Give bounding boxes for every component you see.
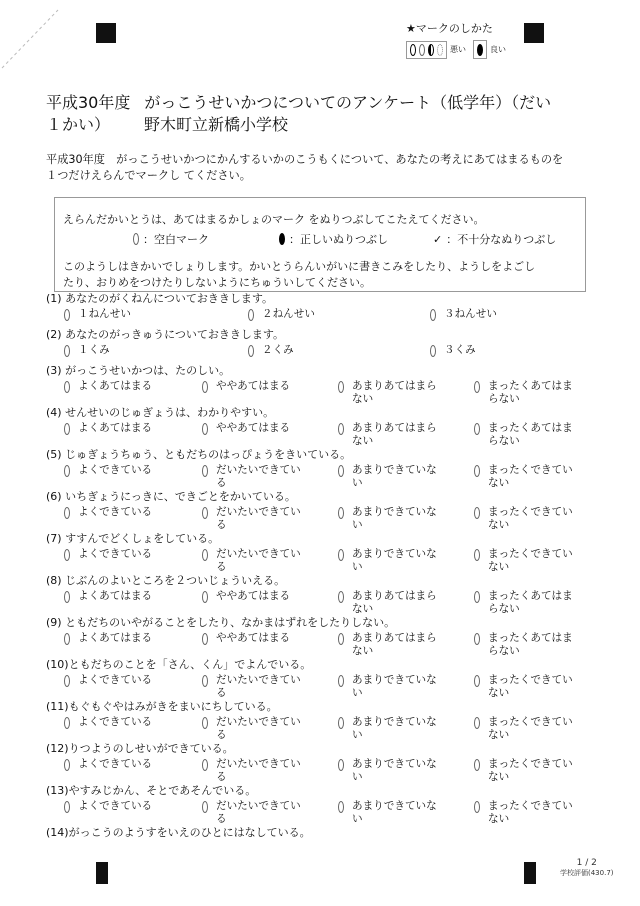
answer-option-label: ややあてはまる <box>216 380 291 392</box>
answer-option-label: あまりできていな い <box>352 674 437 699</box>
incomplete-mark-sample <box>433 231 556 247</box>
answer-oval-icon[interactable] <box>64 381 70 393</box>
title-text: がっこうせいかつについてのアンケート（低学年）（だい <box>144 93 552 112</box>
answer-oval-icon[interactable] <box>338 465 344 477</box>
question-label: (10)ともだちのことを「さん、くん」でよんでいる。 <box>46 658 312 671</box>
instructions-intro <box>46 152 616 184</box>
answer-option-label: あまりできていな い <box>352 506 437 531</box>
answer-option-label: よくあてはまる <box>78 422 153 434</box>
question-label: (5) じゅぎょうちゅう、ともだちのはっぴょうをきいている。 <box>46 448 352 461</box>
answer-oval-icon[interactable] <box>64 759 70 771</box>
answer-option-label: ２ねんせい <box>262 308 315 320</box>
answer-oval-icon[interactable] <box>202 801 208 813</box>
answer-option-label: まったくできてい ない <box>488 674 573 699</box>
bad-mark-icon <box>428 44 434 56</box>
question-label: (9) ともだちのいやがることをしたり、なかまはずれをしたりしない。 <box>46 616 396 629</box>
answer-option-label: まったくできてい ない <box>488 464 573 489</box>
question-label: (6) いちぎょうにっきに、できごとをかいている。 <box>46 490 296 503</box>
answer-option-label: まったくあてはま らない <box>488 632 573 657</box>
answer-oval-icon[interactable] <box>202 381 208 393</box>
answer-option-label: まったくできてい ない <box>488 506 573 531</box>
registration-mark-top-left <box>96 23 116 43</box>
answer-option-label: よくできている <box>78 758 153 770</box>
answer-option-label: ややあてはまる <box>216 590 291 602</box>
answer-oval-icon[interactable] <box>338 633 344 645</box>
answer-oval-icon[interactable] <box>474 423 480 435</box>
answer-option-label: まったくできてい ない <box>488 716 573 741</box>
form-code: 学校評価(430.7) <box>560 869 614 877</box>
filled-oval-icon <box>279 233 285 245</box>
answer-oval-icon[interactable] <box>338 381 344 393</box>
question-label: (13)やすみじかん、そとであそんでいる。 <box>46 784 257 797</box>
question-label: (12)りつようのしせいができている。 <box>46 742 234 755</box>
answer-oval-icon[interactable] <box>64 801 70 813</box>
answer-oval-icon[interactable] <box>64 549 70 561</box>
answer-oval-icon[interactable] <box>338 507 344 519</box>
question-label: (3) がっこうせいかつは、たのしい。 <box>46 364 231 377</box>
answer-option-label: だいたいできてい る <box>216 674 301 699</box>
question-label: (14)がっこうのようすをいえのひとにはなしている。 <box>46 826 311 839</box>
answer-oval-icon[interactable] <box>474 381 480 393</box>
answer-option-label: よくできている <box>78 506 153 518</box>
answer-option-label: ３ねんせい <box>444 308 497 320</box>
answer-oval-icon[interactable] <box>338 549 344 561</box>
box-line-1: えらんだかいとうは、あてはまるかしょのマーク をぬりつぶしてこたえてください。 <box>63 213 485 226</box>
answer-oval-icon[interactable] <box>64 423 70 435</box>
answer-oval-icon[interactable] <box>64 507 70 519</box>
page-number: 1 / 2 <box>576 858 597 868</box>
answer-option-label: あまりあてはまら ない <box>352 590 437 615</box>
blank-oval-icon <box>133 233 139 245</box>
legend-bad-label: 悪い <box>450 45 466 54</box>
corner-staple-mark <box>0 0 60 70</box>
bad-mark-icon <box>419 44 425 56</box>
answer-oval-icon[interactable] <box>430 345 436 357</box>
answer-option-label: まったくあてはま らない <box>488 422 573 447</box>
answer-oval-icon[interactable] <box>64 717 70 729</box>
answer-oval-icon[interactable] <box>430 309 436 321</box>
answer-option-label: よくできている <box>78 548 153 560</box>
registration-mark-bottom-right <box>524 862 536 884</box>
intro-line-1: 平成30年度 がっこうせいかつにかんするいかのこうもくについて、あなたの考えにあてはまるものを <box>46 153 564 166</box>
title-year: 平成30年度 <box>46 93 131 112</box>
answer-option-label: あまりできていな い <box>352 758 437 783</box>
marking-legend <box>406 20 506 59</box>
box-line-3: このようしはきかいでしょりします。かいとうらんいがいに書きこみをしたり、ようしをよごし <box>63 260 536 273</box>
bad-mark-icon <box>410 44 416 56</box>
answer-option-label: まったくできてい ない <box>488 800 573 825</box>
question-label: (4) せんせいのじゅぎょうは、わかりやすい。 <box>46 406 275 419</box>
question-label: (1) あなたのがくねんについておききします。 <box>46 292 273 305</box>
answer-option-label: よくできている <box>78 800 153 812</box>
answer-option-label: １ねんせい <box>78 308 131 320</box>
answer-option-label: だいたいできてい る <box>216 716 301 741</box>
answer-option-label: まったくできてい ない <box>488 548 573 573</box>
page-footer <box>560 858 614 878</box>
legend-title: ★マークのしかた <box>406 22 493 35</box>
answer-oval-icon[interactable] <box>338 759 344 771</box>
question-label: (11)もぐもぐやはみがきをまいにちしている。 <box>46 700 278 713</box>
answer-oval-icon[interactable] <box>202 549 208 561</box>
answer-oval-icon[interactable] <box>248 345 254 357</box>
answer-oval-icon[interactable] <box>202 759 208 771</box>
answer-oval-icon[interactable] <box>248 309 254 321</box>
bad-mark-examples <box>406 41 447 59</box>
box-line-4: たり、おりめをつけたりしないようにちゅういしてください。 <box>63 276 371 289</box>
answer-oval-icon[interactable] <box>474 549 480 561</box>
good-mark-icon <box>477 44 483 56</box>
answer-option-label: だいたいできてい る <box>216 800 301 825</box>
answer-oval-icon[interactable] <box>64 309 70 321</box>
answer-oval-icon[interactable] <box>64 345 70 357</box>
answer-oval-icon[interactable] <box>202 423 208 435</box>
incomplete-mark-label: ：不十分なぬりつぶし <box>446 233 557 246</box>
answer-option-label: ２くみ <box>262 344 294 356</box>
answer-option-label: まったくあてはま らない <box>488 590 573 615</box>
answer-option-label: あまりできていな い <box>352 548 437 573</box>
title-round: １かい） <box>46 115 111 134</box>
answer-option-label: あまりあてはまら ない <box>352 380 437 405</box>
answer-option-label: だいたいできてい る <box>216 464 301 489</box>
answer-oval-icon[interactable] <box>202 465 208 477</box>
answer-option-label: あまりできていな い <box>352 716 437 741</box>
answer-oval-icon[interactable] <box>64 591 70 603</box>
page-title <box>46 92 606 136</box>
question-label: (7) すすんでどくしょをしている。 <box>46 532 220 545</box>
answer-option-label: ３くみ <box>444 344 476 356</box>
marking-instructions-box <box>54 197 586 292</box>
answer-oval-icon[interactable] <box>202 633 208 645</box>
answer-oval-icon[interactable] <box>202 507 208 519</box>
answer-option-label: あまりできていな い <box>352 800 437 825</box>
answer-oval-icon[interactable] <box>338 717 344 729</box>
correct-mark-sample <box>279 231 388 247</box>
answer-oval-icon[interactable] <box>474 675 480 687</box>
bad-mark-icon <box>437 44 443 56</box>
blank-mark-sample <box>133 231 209 247</box>
answer-oval-icon[interactable] <box>474 801 480 813</box>
correct-mark-label: ：正しいぬりつぶし <box>289 233 388 246</box>
answer-oval-icon[interactable] <box>338 423 344 435</box>
answer-oval-icon[interactable] <box>338 591 344 603</box>
answer-option-label: まったくできてい ない <box>488 758 573 783</box>
answer-option-label: あまりできていな い <box>352 464 437 489</box>
answer-oval-icon[interactable] <box>474 759 480 771</box>
intro-line-2: １つだけえらんでマークし てください。 <box>46 169 251 182</box>
answer-option-label: ややあてはまる <box>216 632 291 644</box>
answer-option-label: だいたいできてい る <box>216 548 301 573</box>
school-name: 野木町立新橋小学校 <box>144 115 289 134</box>
answer-option-label: １くみ <box>78 344 110 356</box>
answer-oval-icon[interactable] <box>338 675 344 687</box>
answer-option-label: ややあてはまる <box>216 422 291 434</box>
answer-option-label: だいたいできてい る <box>216 758 301 783</box>
answer-option-label: あまりあてはまら ない <box>352 422 437 447</box>
answer-oval-icon[interactable] <box>338 801 344 813</box>
answer-oval-icon[interactable] <box>474 591 480 603</box>
answer-option-label: よくできている <box>78 716 153 728</box>
answer-option-label: まったくあてはま らない <box>488 380 573 405</box>
answer-option-label: あまりあてはまら ない <box>352 632 437 657</box>
question-label: (2) あなたのがっきゅうについておききします。 <box>46 328 284 341</box>
registration-mark-bottom-left <box>96 862 108 884</box>
answer-oval-icon[interactable] <box>64 465 70 477</box>
answer-oval-icon[interactable] <box>202 675 208 687</box>
answer-option-label: よくできている <box>78 464 153 476</box>
question-label: (8) じぶんのよいところを２ついじょういえる。 <box>46 574 286 587</box>
answer-oval-icon[interactable] <box>474 717 480 729</box>
registration-mark-top-right <box>524 23 544 43</box>
blank-mark-label: ：空白マーク <box>143 233 209 246</box>
answer-option-label: よくできている <box>78 674 153 686</box>
answer-oval-icon[interactable] <box>202 591 208 603</box>
answer-oval-icon[interactable] <box>64 675 70 687</box>
answer-oval-icon[interactable] <box>202 717 208 729</box>
answer-option-label: よくあてはまる <box>78 590 153 602</box>
answer-oval-icon[interactable] <box>64 633 70 645</box>
legend-good-label: 良い <box>490 45 506 54</box>
answer-oval-icon[interactable] <box>474 465 480 477</box>
answer-oval-icon[interactable] <box>474 633 480 645</box>
answer-oval-icon[interactable] <box>474 507 480 519</box>
answer-option-label: よくあてはまる <box>78 632 153 644</box>
answer-option-label: だいたいできてい る <box>216 506 301 531</box>
check-oval-icon: ✓ <box>433 232 443 246</box>
answer-option-label: よくあてはまる <box>78 380 153 392</box>
